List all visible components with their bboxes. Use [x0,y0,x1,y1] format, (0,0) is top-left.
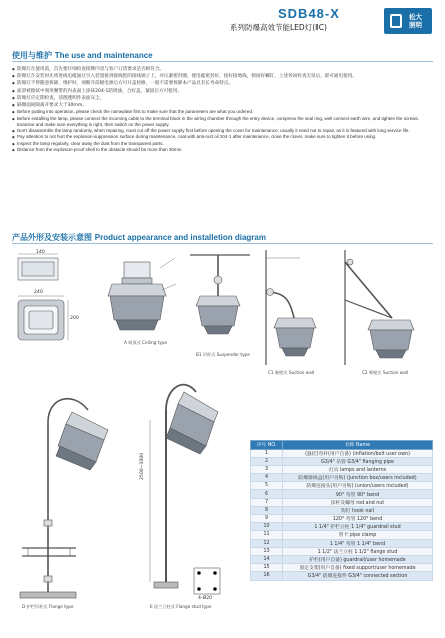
maint-item-en-5: ◆ Inspect the lamp regularly, clear away the dust from the transparent parts. [12,141,436,147]
table-row: 6 90° 弯管 90° bend [251,490,433,498]
caption-flange: D 护栏吊杆式 Flange type [22,604,74,609]
maint-item-en-3: ◆ Don't disassemble the lamp randomly, when repairing, must cut off the power supply first before opening the cover for maintenance; usually it need not to repair, as it is featured with long service life. [12,128,436,134]
maint-item-en-1: ◆ Before putting into operation, please check the nameplate first to make sure that the parameters are what you ordered. [12,109,436,115]
maint-item-cn-1: ◆ 防爆灯在使用前，首先要仔细检查铭牌内容与客户订货要求是否相符合。 [12,66,436,73]
table-row: 4 防爆接线盒(用户另购) (junction box/users included) [251,474,433,482]
caption-suction-c1: C1 吸壁式 Suction wall [268,370,315,375]
table-row: 12 1 1/4" 弯管 1 1/4" bend [251,539,433,547]
parts-table [250,440,433,581]
table-row: 11 管卡 pipe clamp [251,531,433,539]
caption-suspender: B1 吊杆式 Suspender type [196,352,250,357]
table-row: 14 护栏(用户自备) guardrail/user homemade [251,555,433,563]
table-row: 9 120° 弯管 120° bend [251,515,433,523]
col-name: 名称 Name [283,441,433,450]
maint-item-cn-6: ◆ 隔爆面间隙离开要求大于30mm。 [12,102,436,109]
appearance-heading-en: Product appearance and installetion diagram [94,233,266,242]
maint-item-en-4: ◆ Pay attention to not hurt the explosion-suppression surface during maintenance, coat with anti-rust oil 204-1 after maintenance, close the clover, make sure to tighten it before using. [12,134,436,140]
suspender-type-drawing [190,255,250,334]
caption-suction-c2: C2 吸壁式 Suction wall [362,370,409,375]
maintenance-heading-cn: 使用与维护 [12,51,52,60]
table-row: 13 1 1/2" 法兰立柱 1 1/2" flange stud [251,547,433,555]
suction-wall-c1-drawing [266,250,316,365]
lamp-front-view [18,296,68,340]
product-subtitle: 系列防爆高效节能LED灯(ⅡC) [230,23,327,32]
flange-stud-drawing [150,385,220,594]
table-row: 1 (悬挂)弯杆(用户自备) (inflation/bolt user own) [251,449,433,457]
flange-type-drawing [20,399,108,598]
suction-wall-c2-drawing [345,250,414,365]
table-row: 16 G3/4" 防爆连接件 G3/4" connected section [251,572,433,580]
logo-line-1: 松大 [409,13,422,21]
maint-item-cn-3: ◆ 防爆灯不得随意拆卸，维护时，须断开前级电源后方可开盖检修，一般不需要拆卸本产品具有长寿命特点。 [12,80,436,87]
ceiling-type-drawing [108,258,176,330]
table-row: 3 灯具 lamps and lanterns [251,465,433,473]
logo-line-2: 照明 [409,21,422,29]
appearance-heading-cn: 产品外形及安装示意图 [12,233,92,242]
table-row: 5 防爆连接头(用户另购) (union/users included) [251,482,433,490]
table-row: 8 钩钉 hook nail [251,506,433,514]
maintenance-heading-en: The use and maintenance [54,51,153,60]
dim-top: 140 [36,250,45,255]
pole-dimension: 2500~3000 [140,452,145,480]
maint-item-en-2: ◆ Before installing the lamp, please connect the incoming cable to the terminal block in the wiring chamber through the entry device, compress the seal ring, well connect earth wire, and tighten the screws. Examine and make sure everything is right, then switch on the power supply. [12,116,436,129]
maint-item-en-6: ◆ Distance from the explosion-proof shell to the obstacle should be more than 30mm. [12,147,436,153]
dim-height: 200 [70,316,79,321]
table-row: 15 固定支架(用户自备) fixed support/user homemade [251,564,433,572]
parts-table-header [251,441,433,450]
table-row: 7 扣杆及螺母 rod and nut [251,498,433,506]
product-model: SDB48-X [278,6,340,21]
table-row: 2 G3/4" 吊管 G3/4" flanging pipe [251,457,433,465]
dim-width: 240 [34,290,43,295]
maint-item-cn-2: ◆ 防爆灯在安装时先将进线电缆通过引入装置接到接线腔的接线端子上，并压紧密封圈，使电缆密封好，接好接地线，锁固好螺钉，上述各项检查无误后，即可通电使用。 [12,73,436,80]
col-no: 序号 NO. [251,441,283,450]
table-row: 10 1 1/4" 护栏立柱 1 1/4" guardrail stud [251,523,433,531]
maint-item-cn-5: ◆ 防爆灯应定期检查，清理透明件表面灰尘。 [12,95,436,102]
lamp-top-view [18,254,58,280]
base-dimension: 4-Ø20 [198,596,213,601]
maint-item-cn-4: ◆ 面罩被擦拭中须用腰带的内表面上涂抹204-1防锈油，合好盖，紧固后方可使用。 [12,88,436,95]
caption-flange-stud: E 法兰立柱式 Flange stud type [150,604,212,609]
caption-ceiling: A 吸顶式 Ceiling type [124,340,168,345]
